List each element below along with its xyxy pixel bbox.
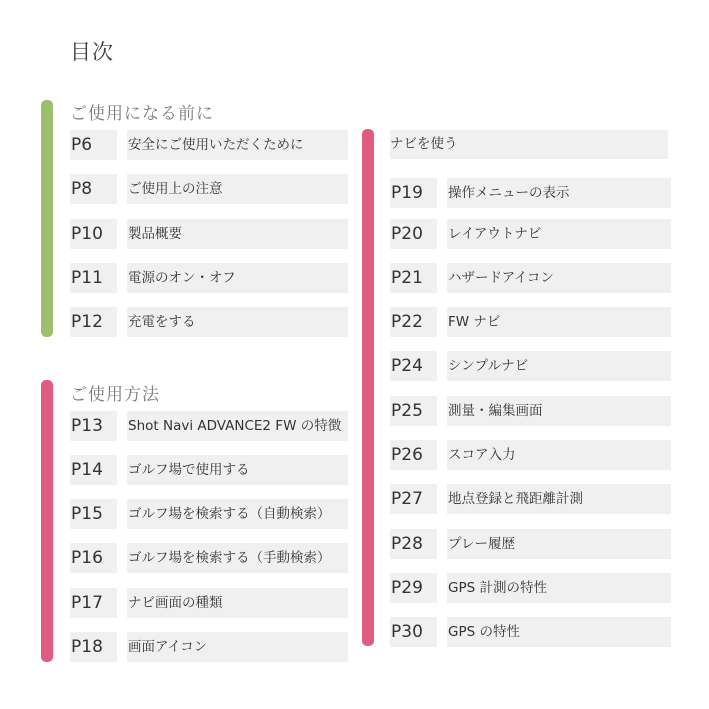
page-number: P28 — [390, 529, 437, 559]
entry-title: ご使用上の注意 — [127, 174, 348, 204]
entry-title: ゴルフ場で使用する — [127, 455, 348, 485]
section-heading: ご使用になる前に — [70, 104, 214, 124]
page-number: P18 — [70, 632, 117, 662]
entry-title: レイアウトナビ — [447, 219, 671, 249]
page-number: P21 — [390, 263, 437, 293]
page-number: P26 — [390, 440, 437, 470]
page-number: P13 — [70, 411, 117, 441]
page-number: P16 — [70, 543, 117, 573]
section-accent-bar — [362, 129, 374, 646]
entry-title: 電源のオン・オフ — [127, 263, 348, 293]
entry-title: 測量・編集画面 — [447, 396, 671, 426]
page-number: P17 — [70, 588, 117, 618]
page-number: P22 — [390, 307, 437, 337]
page-number: P24 — [390, 351, 437, 381]
entry-title: 操作メニューの表示 — [447, 178, 671, 208]
page-number: P25 — [390, 396, 437, 426]
page-number: P29 — [390, 573, 437, 603]
page-number: P6 — [70, 130, 117, 160]
entry-title: FW ナビ — [447, 307, 671, 337]
entry-title: GPS 計測の特性 — [447, 573, 671, 603]
section-accent-bar — [41, 100, 53, 337]
entry-title: 充電をする — [127, 307, 348, 337]
page-number: P12 — [70, 307, 117, 337]
section-heading: ご使用方法 — [70, 385, 160, 405]
page-number: P30 — [390, 617, 437, 647]
section-accent-bar — [41, 380, 53, 662]
entry-title: ハザードアイコン — [447, 263, 671, 293]
entry-title: Shot Navi ADVANCE2 FW の特徴 — [127, 411, 348, 441]
entry-title: 製品概要 — [127, 219, 348, 249]
entry-title: シンプルナビ — [447, 351, 671, 381]
entry-title: GPS の特性 — [447, 617, 671, 647]
page-title: 目次 — [70, 40, 114, 64]
entry-title: 画面アイコン — [127, 632, 348, 662]
entry-title: プレー履歴 — [447, 529, 671, 559]
entry-title: ゴルフ場を検索する（自動検索） — [127, 499, 348, 529]
page-number: P15 — [70, 499, 117, 529]
entry-title: 安全にご使用いただくために — [127, 130, 348, 160]
page-number: P8 — [70, 174, 117, 204]
section-heading: ナビを使う — [390, 130, 668, 159]
page-number: P14 — [70, 455, 117, 485]
page-number: P19 — [390, 178, 437, 208]
page-number: P11 — [70, 263, 117, 293]
page-number: P27 — [390, 484, 437, 514]
entry-title: ゴルフ場を検索する（手動検索） — [127, 543, 348, 573]
entry-title: 地点登録と飛距離計測 — [447, 484, 671, 514]
page-number: P10 — [70, 219, 117, 249]
entry-title: ナビ画面の種類 — [127, 588, 348, 618]
page-number: P20 — [390, 219, 437, 249]
entry-title: スコア入力 — [447, 440, 671, 470]
